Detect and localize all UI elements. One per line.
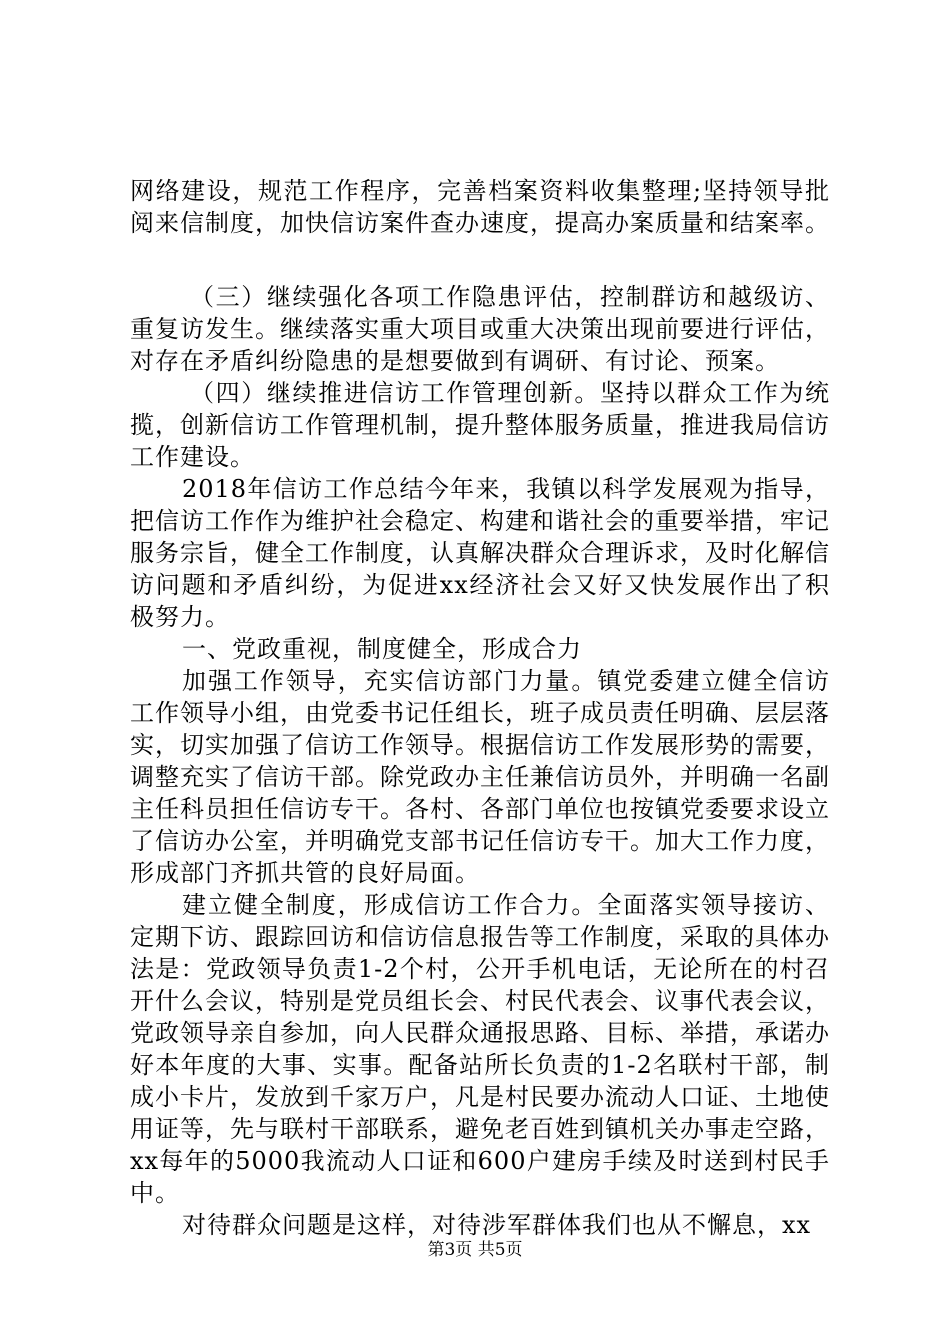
paragraph-leadership: 加强工作领导，充实信访部门力量。镇党委建立健全信访工作领导小组，由党委书记任组长，班子成员责任明确、层层落实，切实加强了信访工作领导。根据信访工作发展形势的需要，调整充实了信访干部。除党政办主任兼信访员外，并明确一名副主任科员担任信访专干。各村、各部门单位也按镇党委要求设立了信访办公室，并明确党支部书记任信访专干。加大工作力度，形成部门齐抓共管的良好局面。 bbox=[130, 667, 830, 887]
paragraph-continuation: 网络建设，规范工作程序，完善档案资料收集整理;坚持领导批阅来信制度，加快信访案件查办速度，提高办案质量和结案率。 bbox=[130, 177, 830, 237]
paragraph-military-groups: 对待群众问题是这样，对待涉军群体我们也从不懈息，xx bbox=[182, 1211, 812, 1239]
paragraph-section-four: （四）继续推进信访工作管理创新。坚持以群众工作为统揽，创新信访工作管理机制，提升整体服务质量，推进我局信访工作建设。 bbox=[130, 379, 830, 471]
paragraph-summary-intro: 2018年信访工作总结今年来，我镇以科学发展观为指导，把信访工作作为维护社会稳定、构建和谐社会的重要举措，牢记服务宗旨，健全工作制度，认真解决群众合理诉求，及时化解信访问题和矛盾纠纷，为促进xx经济社会又好又快发展作出了积极努力。 bbox=[130, 475, 830, 631]
paragraph-system: 建立健全制度，形成信访工作合力。全面落实领导接访、定期下访、跟踪回访和信访信息报告等工作制度，采取的具体办法是：党政领导负责1-2个村，公开手机电话，无论所在的村召开什么会议，特别是党员组长会、村民代表会、议事代表会议，党政领导亲自参加，向人民群众通报思路、目标、举措，承诺办好本年度的大事、实事。配备站所长负责的1-2名联村干部，制成小卡片，发放到千家万户，凡是村民要办流动人口证、土地使用证等，先与联村干部联系，避免老百姓到镇机关办事走空路，xx每年的5000我流动人口证和600户建房手续及时送到村民手中。 bbox=[130, 891, 830, 1207]
document-body bbox=[130, 175, 830, 1241]
paragraph-section-three: （三）继续强化各项工作隐患评估，控制群访和越级访、重复访发生。继续落实重大项目或重大决策出现前要进行评估，对存在矛盾纠纷隐患的是想要做到有调研、有讨论、预案。 bbox=[130, 283, 830, 375]
page-footer: 第3页 共5页 bbox=[427, 1240, 523, 1260]
section-heading-one: 一、党政重视，制度健全，形成合力 bbox=[182, 635, 582, 663]
